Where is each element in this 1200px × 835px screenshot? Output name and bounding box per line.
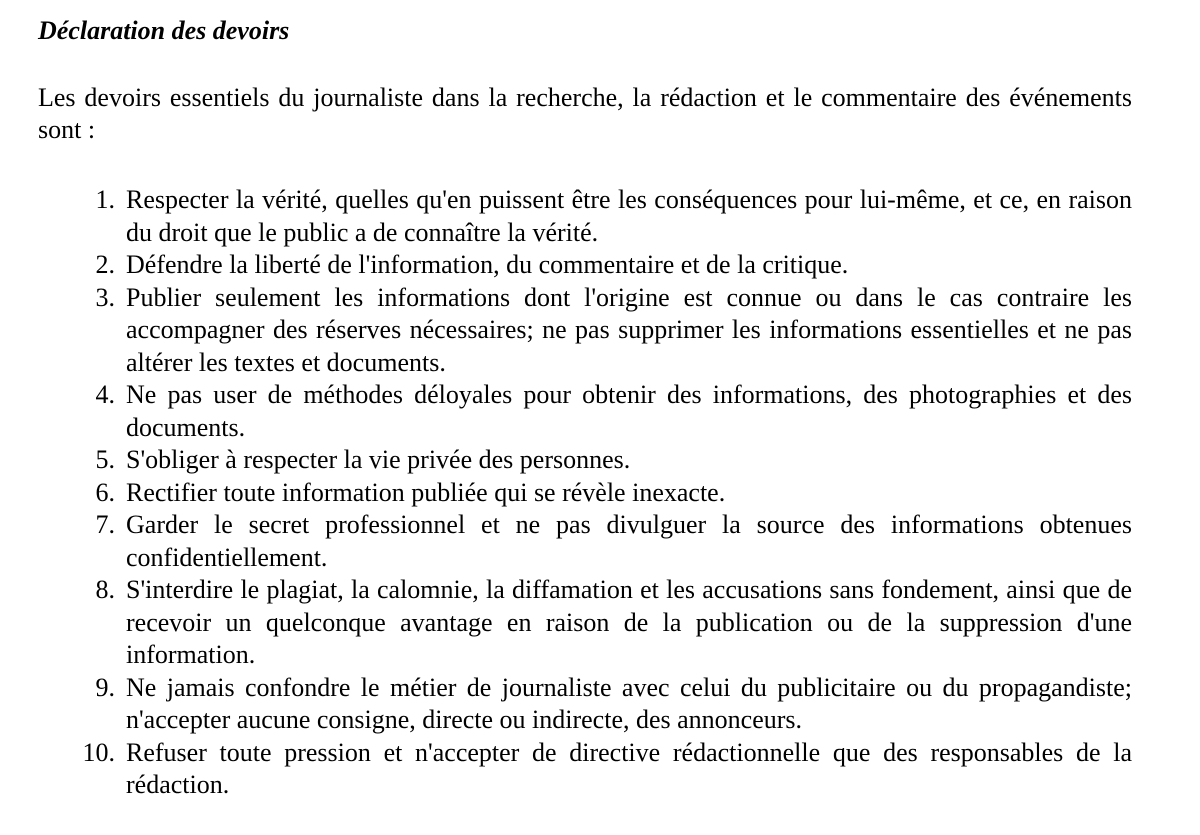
duty-item bbox=[38, 184, 1132, 249]
duty-text: Rectifier toute information publiée qui se révèle inexacte. bbox=[126, 477, 726, 507]
duty-text: Respecter la vérité, quelles qu'en puissent être les conséquences pour lui-même, et ce, en raison du droit que le public a de connaître la vérité. bbox=[126, 185, 1132, 247]
document-title: Déclaration des devoirs bbox=[38, 16, 290, 45]
duty-item bbox=[38, 444, 1132, 477]
duty-number: 8. bbox=[95, 575, 115, 604]
duty-number: 5. bbox=[95, 445, 115, 474]
duty-number: 7. bbox=[95, 510, 115, 539]
duty-item bbox=[38, 249, 1132, 282]
duty-item bbox=[38, 574, 1132, 672]
duty-item bbox=[38, 379, 1132, 444]
duty-item bbox=[38, 737, 1132, 802]
duty-text: S'obliger à respecter la vie privée des personnes. bbox=[126, 445, 631, 474]
duty-item bbox=[38, 477, 1132, 510]
duty-number: 3. bbox=[95, 282, 115, 312]
duties-list bbox=[38, 184, 1132, 802]
duty-number: 9. bbox=[95, 672, 115, 702]
duty-text: Garder le secret professionnel et ne pas divulguer la source des informations obtenues confidentiellement. bbox=[126, 510, 1132, 572]
duty-item bbox=[38, 672, 1132, 737]
document bbox=[38, 14, 1132, 802]
duty-number: 1. bbox=[95, 185, 115, 214]
duty-number: 4. bbox=[95, 380, 115, 409]
intro-paragraph: Les devoirs essentiels du journaliste dans la recherche, la rédaction et le commentaire des événements sont : bbox=[38, 83, 1132, 144]
duty-text: Publier seulement les informations dont l'origine est connue ou dans le cas contraire les accompagner des réserves nécessaires; ne pas supprimer les informations essentielles et ne pas altérer les textes et documents. bbox=[126, 282, 1132, 377]
duty-item bbox=[38, 282, 1132, 380]
duty-item bbox=[38, 509, 1132, 574]
duty-number: 10. bbox=[82, 737, 115, 767]
duty-text: Ne pas user de méthodes déloyales pour obtenir des informations, des photographies et des documents. bbox=[126, 380, 1132, 442]
duty-text: Refuser toute pression et n'accepter de directive rédactionnelle que des responsables de la rédaction. bbox=[126, 737, 1132, 799]
duty-text: Défendre la liberté de l'information, du commentaire et de la critique. bbox=[126, 250, 849, 279]
duty-text: Ne jamais confondre le métier de journaliste avec celui du publicitaire ou du propagandiste; n'accepter aucune consigne, directe ou indirecte, des annonceurs. bbox=[126, 672, 1132, 734]
duty-number: 6. bbox=[95, 477, 115, 507]
duty-number: 2. bbox=[95, 250, 115, 279]
duty-text: S'interdire le plagiat, la calomnie, la diffamation et les accusations sans fondement, ainsi que de recevoir un quelconque avantage en raison de la publication ou de la suppression d'une information. bbox=[126, 575, 1132, 669]
